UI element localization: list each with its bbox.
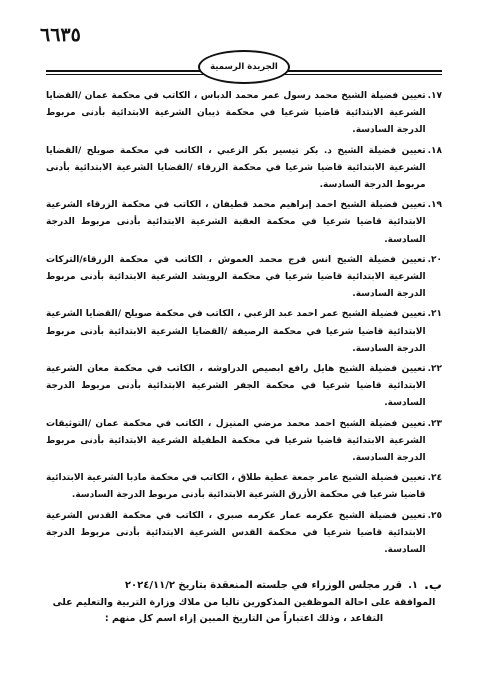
item-number: ٢٢. (427, 364, 442, 375)
item-text: تعيين فضيلة الشيخ عامر جمعة عطية طلاق ، الكاتب في محكمة مادبا الشرعية الابتدائية قاضيا شرعيا في محكمة الأزرق الشرعية الابتدائية بأدنى مربوط الدرجة السادسة. (46, 473, 426, 501)
list-item (46, 416, 442, 468)
item-number: ٢٣. (427, 418, 442, 429)
publication-title-oval (198, 50, 290, 84)
list-item (46, 361, 442, 413)
list-item (46, 143, 442, 195)
list-item (46, 306, 442, 358)
page-number: ٦٦٣٥ (40, 24, 81, 46)
item-number: ١٧. (427, 91, 442, 101)
list-item (46, 88, 442, 140)
item-number: ٢٠. (427, 254, 442, 265)
item-number: ٢١. (427, 309, 442, 320)
section-number: ١. (408, 580, 418, 592)
section-title: قرر مجلس الوزراء في جلسته المنعقدة بتاريخ ٢٠٢٤/١١/٢ (124, 580, 403, 592)
section-letter: ب. (423, 578, 442, 594)
list-item (46, 508, 442, 560)
item-text: تعيين فضيلة الشيخ عمر احمد عبد الزعبي ، الكاتب في محكمة صويلح /القضايا الشرعية الابتدائية قاضيا شرعيا في محكمة الرصيفة /القضايا الشرعية الابتدائية بأدنى مربوط الدرجة السادسة. (46, 309, 426, 354)
item-text: تعيين فضيلة الشيخ هايل رافع ابصيص الدراوشه ، الكاتب في محكمة معان الشرعية الابتدائية قاضيا شرعيا في محكمة الجفر الشرعية الابتدائية بأدنى مربوط الدرجة السادسة. (46, 364, 426, 409)
item-number: ٢٥. (427, 510, 442, 521)
appointment-list (46, 88, 442, 559)
list-item (46, 252, 442, 304)
document-body (46, 88, 442, 627)
section-b-heading (46, 577, 442, 595)
item-text: تعيين فضيلة الشيخ د. بكر تيسير بكر الزعبي ، الكاتب في محكمة صويلح /القضايا الشرعية الابتدائية قاضيا شرعيا في محكمة الزرقاء /القضايا الشرعية الابتدائية بأدنى مربوط الدرجة السادسة. (46, 145, 426, 191)
item-text: تعيين فضيلة الشيخ احمد محمد مرضي المنيزل ، الكاتب في محكمة عمان /التوثيقات الشرعية الابتدائية قاضيا شرعيا في محكمة الطفيلة الشرعية الابتدائية بأدنى مربوط الدرجة السادسة. (46, 418, 426, 464)
item-number: ١٨. (427, 145, 442, 156)
list-item (46, 197, 442, 249)
item-text: تعيين فضيلة الشيخ احمد إبراهيم محمد قطيفان ، الكاتب في محكمة الزرقاء الشرعية الابتدائية قاضيا شرعيا في محكمة العقبة الشرعية الابتدائية بأدنى مربوط الدرجة السادسة. (46, 200, 426, 245)
item-number: ٢٤. (427, 473, 442, 484)
list-item (46, 470, 442, 504)
item-number: ١٩. (427, 200, 442, 211)
section-b-body: الموافقة على احالة الموظفين المذكورين تاليا من ملاك وزارة التربية والتعليم على التقاعد ، وذلك اعتباراً من التاريخ المبين إزاء اسم كل منهم : (52, 597, 436, 625)
item-text: تعيين فضيلة الشيخ انس فرج محمد العموش ، الكاتب في محكمة الزرقاء/التركات الشرعية الابتدائية قاضيا شرعيا في محكمة الرويشد الشرعية الابتدائية بأدنى مربوط الدرجة السادسة. (46, 254, 426, 300)
publication-title: الجريدة الرسمية (210, 62, 278, 72)
item-text: تعيين فضيلة الشيخ محمد رسول عمر محمد الدباس ، الكاتب في محكمة عمان /القضايا الشرعية الابتدائية قاضيا شرعيا في محكمة ذيبان الشرعية الابتدائية بأدنى مربوط الدرجة السادسة. (46, 91, 426, 136)
item-text: تعيين فضيلة الشيخ عكرمه عمار عكرمه صبري ، الكاتب في محكمة القدس الشرعية الابتدائية قاضيا شرعيا في محكمة القدس الشرعية الابتدائية بأدنى مربوط الدرجة السادسة. (46, 510, 426, 556)
